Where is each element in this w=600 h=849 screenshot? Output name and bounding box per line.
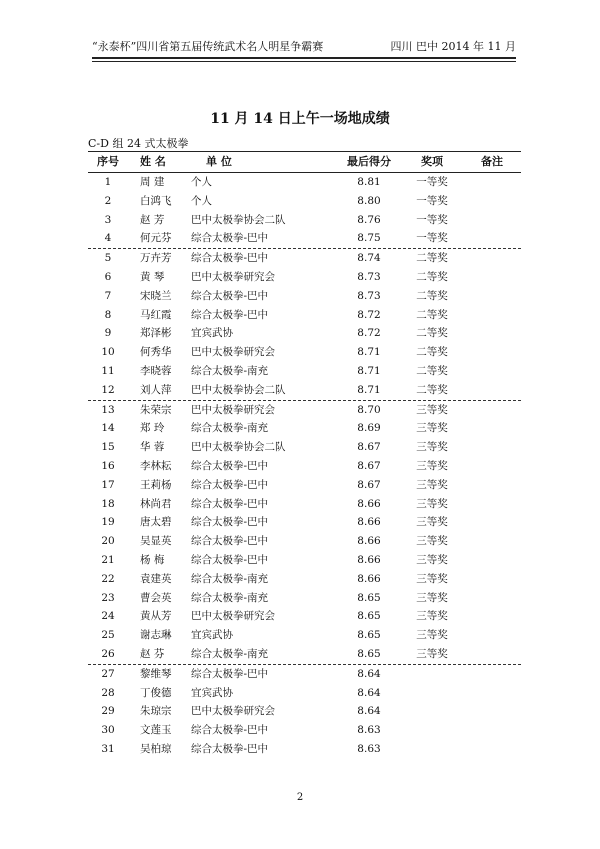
- cell-rank: 21: [101, 553, 115, 566]
- table-row: [88, 607, 521, 626]
- table-row: [88, 645, 521, 665]
- group-subtitle: C-D 组 24 式太极拳: [88, 137, 189, 150]
- table-row: [88, 721, 521, 740]
- cell-unit: 巴中太极拳协会二队: [191, 441, 286, 454]
- cell-rank: 18: [101, 497, 115, 510]
- cell-rank: 14: [101, 422, 115, 435]
- cell-score: 8.67: [357, 441, 381, 454]
- header-location-date: 四川 巴中 2014 年 11 月: [390, 40, 516, 53]
- cell-score: 8.64: [357, 686, 381, 699]
- cell-rank: 15: [101, 441, 115, 454]
- cell-rank: 3: [104, 213, 112, 226]
- cell-rank: 12: [101, 383, 115, 396]
- cell-score: 8.73: [357, 270, 381, 283]
- cell-score: 8.67: [357, 459, 381, 472]
- column-header-name: 姓 名: [140, 155, 166, 168]
- cell-name: 吴柏琼: [140, 742, 172, 755]
- cell-award: 三等奖: [416, 610, 448, 623]
- cell-name: 宋晓兰: [140, 289, 172, 302]
- cell-award: 三等奖: [416, 459, 448, 472]
- cell-score: 8.72: [357, 327, 381, 340]
- table-row: [88, 419, 521, 438]
- cell-name: 唐太碧: [140, 516, 172, 529]
- cell-score: 8.80: [357, 194, 381, 207]
- table-row: [88, 702, 521, 721]
- table-row: [88, 513, 521, 532]
- cell-name: 朱荣宗: [140, 403, 172, 416]
- cell-unit: 综合太极拳-巴中: [191, 742, 269, 755]
- cell-name: 朱琼宗: [140, 705, 172, 718]
- cell-rank: 16: [101, 459, 115, 472]
- table-row: [88, 343, 521, 362]
- cell-unit: 巴中太极拳研究会: [191, 403, 275, 416]
- cell-award: 三等奖: [416, 441, 448, 454]
- cell-rank: 26: [101, 647, 115, 660]
- cell-rank: 27: [101, 667, 115, 680]
- cell-name: 曹会英: [140, 591, 172, 604]
- cell-unit: 个人: [191, 176, 212, 188]
- table-row: [88, 211, 521, 230]
- header-thin-rule: [92, 61, 516, 62]
- table-row: [88, 306, 521, 325]
- column-header-score: 最后得分: [347, 155, 391, 168]
- cell-name: 何秀华: [140, 346, 172, 359]
- cell-score: 8.71: [357, 364, 381, 377]
- column-header-award: 奖项: [421, 155, 443, 168]
- cell-award: 二等奖: [416, 327, 448, 340]
- table-row: [88, 684, 521, 703]
- cell-score: 8.74: [357, 252, 381, 265]
- cell-rank: 2: [104, 194, 112, 207]
- cell-rank: 25: [101, 629, 115, 642]
- cell-name: 吴显英: [140, 535, 172, 548]
- cell-award: 三等奖: [416, 647, 448, 660]
- cell-award: 三等奖: [416, 591, 448, 604]
- table-row: [88, 324, 521, 343]
- cell-unit: 个人: [191, 194, 212, 207]
- cell-unit: 综合太极拳-南充: [191, 572, 269, 585]
- cell-unit: 巴中太极拳协会二队: [191, 213, 286, 226]
- cell-unit: 巴中太极拳研究会: [191, 705, 275, 718]
- cell-rank: 6: [104, 270, 112, 283]
- results-table: [88, 151, 521, 759]
- cell-name: 赵 芳: [140, 213, 165, 226]
- table-row: [88, 173, 521, 192]
- page-title: 11 月 14 日上午一场地成绩: [210, 111, 390, 127]
- cell-score: 8.65: [357, 629, 381, 642]
- cell-unit: 综合太极拳-巴中: [191, 497, 269, 510]
- cell-unit: 综合太极拳-巴中: [191, 535, 269, 548]
- cell-score: 8.81: [357, 176, 381, 188]
- cell-award: 二等奖: [416, 346, 448, 359]
- cell-score: 8.70: [357, 403, 381, 416]
- cell-award: 一等奖: [416, 232, 448, 245]
- cell-rank: 9: [104, 327, 112, 340]
- column-header-rank: 序号: [97, 155, 119, 168]
- cell-name: 丁俊德: [140, 686, 172, 699]
- cell-score: 8.75: [357, 232, 381, 245]
- cell-unit: 综合太极拳-南充: [191, 591, 269, 604]
- cell-award: 一等奖: [416, 176, 448, 188]
- cell-name: 李晓蓉: [140, 364, 172, 377]
- table-row: [88, 362, 521, 381]
- cell-award: 三等奖: [416, 535, 448, 548]
- table-row: [88, 665, 521, 684]
- cell-award: 二等奖: [416, 383, 448, 396]
- table-row: [88, 438, 521, 457]
- cell-rank: 11: [101, 364, 115, 377]
- cell-unit: 综合太极拳-巴中: [191, 553, 269, 566]
- cell-rank: 19: [101, 516, 115, 529]
- cell-rank: 4: [104, 232, 112, 245]
- cell-name: 何元芬: [140, 232, 172, 245]
- cell-award: 一等奖: [416, 194, 448, 207]
- cell-name: 万卉芳: [140, 252, 172, 265]
- cell-unit: 综合太极拳-巴中: [191, 667, 269, 680]
- cell-name: 李林耘: [140, 459, 172, 472]
- cell-award: 三等奖: [416, 516, 448, 529]
- cell-score: 8.64: [357, 667, 381, 680]
- table-row: [88, 249, 521, 268]
- cell-rank: 29: [101, 705, 115, 718]
- cell-award: 三等奖: [416, 553, 448, 566]
- table-row: [88, 381, 521, 401]
- header-thick-rule: [92, 57, 516, 59]
- cell-score: 8.69: [357, 422, 381, 435]
- cell-rank: 22: [101, 572, 115, 585]
- cell-score: 8.66: [357, 497, 381, 510]
- cell-rank: 31: [101, 742, 115, 755]
- page-number: 2: [296, 792, 304, 803]
- cell-score: 8.64: [357, 705, 381, 718]
- cell-award: 二等奖: [416, 270, 448, 283]
- cell-rank: 5: [104, 252, 112, 265]
- table-row: [88, 229, 521, 249]
- table-row: [88, 192, 521, 211]
- cell-score: 8.66: [357, 553, 381, 566]
- cell-rank: 8: [104, 308, 112, 321]
- table-row: [88, 570, 521, 589]
- cell-score: 8.65: [357, 647, 381, 660]
- cell-unit: 巴中太极拳研究会: [191, 346, 275, 359]
- cell-name: 黎维琴: [140, 667, 172, 680]
- cell-award: 三等奖: [416, 422, 448, 435]
- cell-award: 二等奖: [416, 308, 448, 321]
- table-row: [88, 551, 521, 570]
- page-header: [92, 36, 516, 54]
- cell-unit: 宜宾武协: [191, 686, 233, 699]
- cell-unit: 宜宾武协: [191, 629, 233, 642]
- cell-score: 8.63: [357, 742, 381, 755]
- cell-unit: 综合太极拳-巴中: [191, 478, 269, 491]
- cell-name: 郑泽彬: [140, 327, 172, 340]
- cell-name: 刘人萍: [140, 383, 172, 396]
- table-row: [88, 457, 521, 476]
- cell-name: 杨 梅: [140, 553, 165, 566]
- cell-unit: 巴中太极拳协会二队: [191, 383, 286, 396]
- cell-award: 三等奖: [416, 572, 448, 585]
- cell-name: 谢志琳: [140, 629, 172, 642]
- cell-rank: 20: [101, 535, 115, 548]
- table-row: [88, 740, 521, 759]
- cell-rank: 30: [101, 724, 115, 737]
- cell-unit: 综合太极拳-巴中: [191, 232, 269, 245]
- table-row: [88, 532, 521, 551]
- cell-score: 8.66: [357, 516, 381, 529]
- cell-unit: 综合太极拳-巴中: [191, 252, 269, 265]
- cell-award: 三等奖: [416, 629, 448, 642]
- table-row: [88, 268, 521, 287]
- cell-award: 二等奖: [416, 364, 448, 377]
- table-header-row: [88, 151, 521, 173]
- cell-rank: 10: [101, 346, 115, 359]
- cell-score: 8.76: [357, 213, 381, 226]
- cell-score: 8.71: [357, 383, 381, 396]
- cell-name: 周 建: [140, 176, 165, 188]
- cell-name: 林尚君: [140, 497, 172, 510]
- cell-name: 赵 芬: [140, 647, 165, 660]
- column-header-note: 备注: [481, 155, 503, 168]
- cell-name: 王莉杨: [140, 478, 172, 491]
- cell-score: 8.66: [357, 572, 381, 585]
- table-body: [88, 173, 521, 759]
- cell-award: 二等奖: [416, 252, 448, 265]
- cell-score: 8.65: [357, 610, 381, 623]
- table-row: [88, 626, 521, 645]
- cell-award: 三等奖: [416, 478, 448, 491]
- cell-unit: 综合太极拳-南充: [191, 647, 269, 660]
- cell-name: 黄 琴: [140, 270, 165, 283]
- cell-score: 8.73: [357, 289, 381, 302]
- table-row: [88, 476, 521, 495]
- cell-rank: 28: [101, 686, 115, 699]
- cell-award: 三等奖: [416, 497, 448, 510]
- cell-score: 8.67: [357, 478, 381, 491]
- cell-name: 袁建英: [140, 572, 172, 585]
- cell-name: 郑 玲: [140, 422, 165, 435]
- cell-rank: 23: [101, 591, 115, 604]
- table-row: [88, 287, 521, 306]
- cell-rank: 7: [104, 289, 112, 302]
- cell-name: 黄从芳: [140, 610, 172, 623]
- cell-unit: 综合太极拳-南充: [191, 364, 269, 377]
- cell-unit: 宜宾武协: [191, 327, 233, 340]
- cell-score: 8.65: [357, 591, 381, 604]
- cell-name: 马红霞: [140, 308, 172, 321]
- cell-rank: 24: [101, 610, 115, 623]
- cell-name: 白鸿飞: [140, 194, 172, 207]
- cell-unit: 综合太极拳-巴中: [191, 724, 269, 737]
- cell-unit: 巴中太极拳研究会: [191, 610, 275, 623]
- cell-unit: 巴中太极拳研究会: [191, 270, 275, 283]
- column-header-unit: 单 位: [206, 155, 232, 168]
- cell-unit: 综合太极拳-巴中: [191, 289, 269, 302]
- table-row: [88, 589, 521, 608]
- cell-name: 文莲玉: [140, 724, 172, 737]
- cell-rank: 1: [104, 176, 112, 188]
- cell-name: 华 蓉: [140, 441, 165, 454]
- table-row: [88, 401, 521, 420]
- cell-score: 8.72: [357, 308, 381, 321]
- cell-unit: 综合太极拳-巴中: [191, 459, 269, 472]
- header-event-title: “永泰杯”四川省第五届传统武术名人明星争霸赛: [92, 40, 324, 53]
- cell-unit: 综合太极拳-巴中: [191, 308, 269, 321]
- cell-award: 二等奖: [416, 289, 448, 302]
- cell-award: 三等奖: [416, 403, 448, 416]
- cell-unit: 综合太极拳-南充: [191, 422, 269, 435]
- cell-rank: 17: [101, 478, 115, 491]
- cell-score: 8.71: [357, 346, 381, 359]
- table-row: [88, 495, 521, 514]
- cell-award: 一等奖: [416, 213, 448, 226]
- cell-score: 8.66: [357, 535, 381, 548]
- cell-unit: 综合太极拳-巴中: [191, 516, 269, 529]
- cell-score: 8.63: [357, 724, 381, 737]
- cell-rank: 13: [101, 403, 115, 416]
